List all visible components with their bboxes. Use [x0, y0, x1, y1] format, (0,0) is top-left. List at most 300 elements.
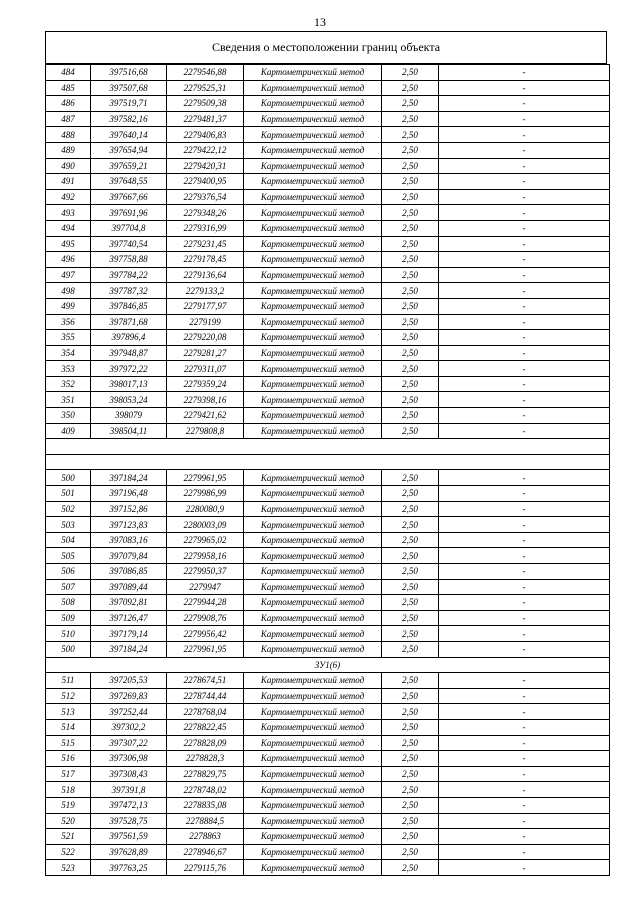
accuracy-cell: 2,50 — [382, 844, 439, 860]
accuracy-cell: 2,50 — [382, 673, 439, 689]
method-cell: Картометрический метод — [244, 408, 382, 424]
point-number-cell: 511 — [46, 673, 91, 689]
description-cell: - — [439, 797, 610, 813]
x-coordinate-cell: 397784,22 — [91, 267, 167, 283]
point-number-cell: 517 — [46, 766, 91, 782]
description-cell: - — [439, 283, 610, 299]
accuracy-cell: 2,50 — [382, 220, 439, 236]
accuracy-cell: 2,50 — [382, 860, 439, 876]
accuracy-cell: 2,50 — [382, 470, 439, 486]
accuracy-cell: 2,50 — [382, 252, 439, 268]
method-cell: Картометрический метод — [244, 610, 382, 626]
y-coordinate-cell: 2279133,2 — [167, 283, 244, 299]
x-coordinate-cell: 397391,8 — [91, 782, 167, 798]
point-number-cell: 493 — [46, 205, 91, 221]
accuracy-cell: 2,50 — [382, 127, 439, 143]
table-row — [46, 719, 610, 735]
accuracy-cell: 2,50 — [382, 189, 439, 205]
table-row — [46, 80, 610, 96]
description-cell: - — [439, 595, 610, 611]
accuracy-cell: 2,50 — [382, 626, 439, 642]
x-coordinate-cell: 397089,44 — [91, 579, 167, 595]
description-cell: - — [439, 626, 610, 642]
table-row — [46, 564, 610, 580]
point-number-cell: 350 — [46, 408, 91, 424]
x-coordinate-cell: 397184,24 — [91, 641, 167, 657]
table-row — [46, 829, 610, 845]
description-cell: - — [439, 517, 610, 533]
y-coordinate-cell: 2279115,76 — [167, 860, 244, 876]
description-cell: - — [439, 704, 610, 720]
accuracy-cell: 2,50 — [382, 766, 439, 782]
description-cell: - — [439, 189, 610, 205]
accuracy-cell: 2,50 — [382, 236, 439, 252]
table-row — [46, 283, 610, 299]
y-coordinate-cell: 2278828,3 — [167, 751, 244, 767]
table-row — [46, 673, 610, 689]
point-number-cell: 504 — [46, 532, 91, 548]
accuracy-cell: 2,50 — [382, 392, 439, 408]
table-row — [46, 423, 610, 439]
point-number-cell: 409 — [46, 423, 91, 439]
point-number-cell: 352 — [46, 376, 91, 392]
point-number-cell: 354 — [46, 345, 91, 361]
y-coordinate-cell: 2278822,45 — [167, 719, 244, 735]
method-cell: Картометрический метод — [244, 236, 382, 252]
boundary-table-frame — [45, 31, 607, 876]
table-row — [46, 189, 610, 205]
accuracy-cell: 2,50 — [382, 704, 439, 720]
table-row — [46, 236, 610, 252]
point-number-cell: 514 — [46, 719, 91, 735]
x-coordinate-cell: 397948,87 — [91, 345, 167, 361]
x-coordinate-cell: 397654,94 — [91, 142, 167, 158]
table-row — [46, 330, 610, 346]
method-cell: Картометрический метод — [244, 532, 382, 548]
accuracy-cell: 2,50 — [382, 829, 439, 845]
y-coordinate-cell: 2278828,09 — [167, 735, 244, 751]
x-coordinate-cell: 398504,11 — [91, 423, 167, 439]
y-coordinate-cell: 2280080,9 — [167, 501, 244, 517]
y-coordinate-cell: 2278744,44 — [167, 688, 244, 704]
point-number-cell: 487 — [46, 111, 91, 127]
table-row — [46, 142, 610, 158]
x-coordinate-cell: 398079 — [91, 408, 167, 424]
separator-cell — [46, 454, 610, 470]
description-cell: - — [439, 735, 610, 751]
method-cell: Картометрический метод — [244, 189, 382, 205]
accuracy-cell: 2,50 — [382, 283, 439, 299]
table-row — [46, 860, 610, 876]
point-number-cell: 503 — [46, 517, 91, 533]
method-cell: Картометрический метод — [244, 704, 382, 720]
table-row — [46, 688, 610, 704]
method-cell: Картометрический метод — [244, 361, 382, 377]
accuracy-cell: 2,50 — [382, 111, 439, 127]
point-number-cell: 489 — [46, 142, 91, 158]
point-number-cell: 519 — [46, 797, 91, 813]
table-row — [46, 345, 610, 361]
method-cell: Картометрический метод — [244, 252, 382, 268]
accuracy-cell: 2,50 — [382, 719, 439, 735]
y-coordinate-cell: 2279961,95 — [167, 470, 244, 486]
accuracy-cell: 2,50 — [382, 688, 439, 704]
method-cell: Картометрический метод — [244, 829, 382, 845]
y-coordinate-cell: 2279199 — [167, 314, 244, 330]
x-coordinate-cell: 397763,25 — [91, 860, 167, 876]
x-coordinate-cell: 397740,54 — [91, 236, 167, 252]
accuracy-cell: 2,50 — [382, 564, 439, 580]
x-coordinate-cell: 397196,48 — [91, 486, 167, 502]
y-coordinate-cell: 2279420,31 — [167, 158, 244, 174]
method-cell: Картометрический метод — [244, 142, 382, 158]
description-cell: - — [439, 96, 610, 112]
point-number-cell: 491 — [46, 174, 91, 190]
section-label: ЗУ1(6) — [46, 657, 610, 673]
method-cell: Картометрический метод — [244, 626, 382, 642]
description-cell: - — [439, 392, 610, 408]
method-cell: Картометрический метод — [244, 719, 382, 735]
method-cell: Картометрический метод — [244, 470, 382, 486]
point-number-cell: 351 — [46, 392, 91, 408]
point-number-cell: 522 — [46, 844, 91, 860]
accuracy-cell: 2,50 — [382, 548, 439, 564]
y-coordinate-cell: 2279348,26 — [167, 205, 244, 221]
point-number-cell: 499 — [46, 298, 91, 314]
method-cell: Картометрический метод — [244, 766, 382, 782]
x-coordinate-cell: 397561,59 — [91, 829, 167, 845]
method-cell: Картометрический метод — [244, 96, 382, 112]
method-cell: Картометрический метод — [244, 127, 382, 143]
y-coordinate-cell: 2279376,54 — [167, 189, 244, 205]
table-row — [46, 610, 610, 626]
description-cell: - — [439, 361, 610, 377]
x-coordinate-cell: 397123,83 — [91, 517, 167, 533]
x-coordinate-cell: 397306,98 — [91, 751, 167, 767]
table-row — [46, 111, 610, 127]
table-row — [46, 735, 610, 751]
accuracy-cell: 2,50 — [382, 751, 439, 767]
description-cell: - — [439, 564, 610, 580]
y-coordinate-cell: 2279281,27 — [167, 345, 244, 361]
y-coordinate-cell: 2279178,45 — [167, 252, 244, 268]
point-number-cell: 492 — [46, 189, 91, 205]
table-row — [46, 595, 610, 611]
y-coordinate-cell: 2279944,28 — [167, 595, 244, 611]
description-cell: - — [439, 782, 610, 798]
table-row — [46, 220, 610, 236]
point-number-cell: 521 — [46, 829, 91, 845]
x-coordinate-cell: 397871,68 — [91, 314, 167, 330]
table-row — [46, 797, 610, 813]
accuracy-cell: 2,50 — [382, 532, 439, 548]
method-cell: Картометрический метод — [244, 314, 382, 330]
table-row — [46, 751, 610, 767]
point-number-cell: 510 — [46, 626, 91, 642]
description-cell: - — [439, 174, 610, 190]
accuracy-cell: 2,50 — [382, 735, 439, 751]
table-row — [46, 548, 610, 564]
description-cell: - — [439, 501, 610, 517]
point-number-cell: 505 — [46, 548, 91, 564]
point-number-cell: 495 — [46, 236, 91, 252]
y-coordinate-cell: 2279398,16 — [167, 392, 244, 408]
y-coordinate-cell: 2278863 — [167, 829, 244, 845]
x-coordinate-cell: 397528,75 — [91, 813, 167, 829]
method-cell: Картометрический метод — [244, 751, 382, 767]
x-coordinate-cell: 397896,4 — [91, 330, 167, 346]
table-row — [46, 376, 610, 392]
accuracy-cell: 2,50 — [382, 486, 439, 502]
method-cell: Картометрический метод — [244, 345, 382, 361]
method-cell: Картометрический метод — [244, 65, 382, 81]
description-cell: - — [439, 65, 610, 81]
y-coordinate-cell: 2278768,04 — [167, 704, 244, 720]
y-coordinate-cell: 2279177,97 — [167, 298, 244, 314]
x-coordinate-cell: 397516,68 — [91, 65, 167, 81]
method-cell: Картометрический метод — [244, 205, 382, 221]
page-number: 13 — [314, 15, 326, 29]
table-row — [46, 408, 610, 424]
table-row — [46, 579, 610, 595]
table-row — [46, 392, 610, 408]
table-row — [46, 844, 610, 860]
y-coordinate-cell: 2280003,09 — [167, 517, 244, 533]
y-coordinate-cell: 2278674,51 — [167, 673, 244, 689]
description-cell: - — [439, 532, 610, 548]
description-cell: - — [439, 641, 610, 657]
description-cell: - — [439, 330, 610, 346]
accuracy-cell: 2,50 — [382, 314, 439, 330]
table-row — [46, 314, 610, 330]
point-number-cell: 507 — [46, 579, 91, 595]
accuracy-cell: 2,50 — [382, 501, 439, 517]
table-row — [46, 298, 610, 314]
accuracy-cell: 2,50 — [382, 267, 439, 283]
x-coordinate-cell: 397083,16 — [91, 532, 167, 548]
x-coordinate-cell: 397252,44 — [91, 704, 167, 720]
method-cell: Картометрический метод — [244, 283, 382, 299]
description-cell: - — [439, 844, 610, 860]
method-cell: Картометрический метод — [244, 111, 382, 127]
point-number-cell: 498 — [46, 283, 91, 299]
y-coordinate-cell: 2278884,5 — [167, 813, 244, 829]
accuracy-cell: 2,50 — [382, 610, 439, 626]
table-row — [46, 65, 610, 81]
coordinates-table — [45, 64, 610, 876]
accuracy-cell: 2,50 — [382, 408, 439, 424]
separator-row — [46, 439, 610, 455]
y-coordinate-cell: 2279965,02 — [167, 532, 244, 548]
table-row — [46, 626, 610, 642]
x-coordinate-cell: 397519,71 — [91, 96, 167, 112]
point-number-cell: 502 — [46, 501, 91, 517]
x-coordinate-cell: 397667,66 — [91, 189, 167, 205]
description-cell: - — [439, 610, 610, 626]
y-coordinate-cell: 2279400,95 — [167, 174, 244, 190]
point-number-cell: 515 — [46, 735, 91, 751]
point-number-cell: 494 — [46, 220, 91, 236]
point-number-cell: 486 — [46, 96, 91, 112]
accuracy-cell: 2,50 — [382, 376, 439, 392]
x-coordinate-cell: 397648,55 — [91, 174, 167, 190]
description-cell: - — [439, 142, 610, 158]
y-coordinate-cell: 2279359,24 — [167, 376, 244, 392]
x-coordinate-cell: 397092,81 — [91, 595, 167, 611]
x-coordinate-cell: 398017,13 — [91, 376, 167, 392]
y-coordinate-cell: 2279231,45 — [167, 236, 244, 252]
table-row — [46, 704, 610, 720]
x-coordinate-cell: 397086,85 — [91, 564, 167, 580]
table-row — [46, 501, 610, 517]
method-cell: Картометрический метод — [244, 735, 382, 751]
accuracy-cell: 2,50 — [382, 782, 439, 798]
point-number-cell: 485 — [46, 80, 91, 96]
method-cell: Картометрический метод — [244, 220, 382, 236]
y-coordinate-cell: 2279947 — [167, 579, 244, 595]
accuracy-cell: 2,50 — [382, 80, 439, 96]
method-cell: Картометрический метод — [244, 376, 382, 392]
table-row — [46, 205, 610, 221]
accuracy-cell: 2,50 — [382, 641, 439, 657]
x-coordinate-cell: 397507,68 — [91, 80, 167, 96]
x-coordinate-cell: 397472,13 — [91, 797, 167, 813]
x-coordinate-cell: 397659,21 — [91, 158, 167, 174]
description-cell: - — [439, 486, 610, 502]
point-number-cell: 501 — [46, 486, 91, 502]
point-number-cell: 506 — [46, 564, 91, 580]
method-cell: Картометрический метод — [244, 392, 382, 408]
method-cell: Картометрический метод — [244, 564, 382, 580]
y-coordinate-cell: 2279961,95 — [167, 641, 244, 657]
description-cell: - — [439, 766, 610, 782]
description-cell: - — [439, 673, 610, 689]
method-cell: Картометрический метод — [244, 579, 382, 595]
point-number-cell: 500 — [46, 470, 91, 486]
method-cell: Картометрический метод — [244, 595, 382, 611]
description-cell: - — [439, 751, 610, 767]
y-coordinate-cell: 2278946,67 — [167, 844, 244, 860]
accuracy-cell: 2,50 — [382, 142, 439, 158]
accuracy-cell: 2,50 — [382, 205, 439, 221]
method-cell: Картометрический метод — [244, 501, 382, 517]
x-coordinate-cell: 397846,85 — [91, 298, 167, 314]
description-cell: - — [439, 719, 610, 735]
x-coordinate-cell: 397126,47 — [91, 610, 167, 626]
accuracy-cell: 2,50 — [382, 65, 439, 81]
accuracy-cell: 2,50 — [382, 174, 439, 190]
y-coordinate-cell: 2278835,08 — [167, 797, 244, 813]
y-coordinate-cell: 2279525,31 — [167, 80, 244, 96]
description-cell: - — [439, 158, 610, 174]
x-coordinate-cell: 397179,14 — [91, 626, 167, 642]
point-number-cell: 516 — [46, 751, 91, 767]
x-coordinate-cell: 397628,89 — [91, 844, 167, 860]
description-cell: - — [439, 688, 610, 704]
x-coordinate-cell: 397691,96 — [91, 205, 167, 221]
accuracy-cell: 2,50 — [382, 423, 439, 439]
table-row — [46, 470, 610, 486]
table-row — [46, 267, 610, 283]
accuracy-cell: 2,50 — [382, 813, 439, 829]
x-coordinate-cell: 397787,32 — [91, 283, 167, 299]
table-row — [46, 252, 610, 268]
x-coordinate-cell: 397184,24 — [91, 470, 167, 486]
description-cell: - — [439, 111, 610, 127]
accuracy-cell: 2,50 — [382, 797, 439, 813]
y-coordinate-cell: 2279950,37 — [167, 564, 244, 580]
x-coordinate-cell: 398053,24 — [91, 392, 167, 408]
y-coordinate-cell: 2279311,07 — [167, 361, 244, 377]
method-cell: Картометрический метод — [244, 860, 382, 876]
description-cell: - — [439, 252, 610, 268]
y-coordinate-cell: 2279908,76 — [167, 610, 244, 626]
x-coordinate-cell: 397205,53 — [91, 673, 167, 689]
description-cell: - — [439, 298, 610, 314]
y-coordinate-cell: 2279509,38 — [167, 96, 244, 112]
accuracy-cell: 2,50 — [382, 345, 439, 361]
point-number-cell: 523 — [46, 860, 91, 876]
y-coordinate-cell: 2279808,8 — [167, 423, 244, 439]
y-coordinate-cell: 2279956,42 — [167, 626, 244, 642]
point-number-cell: 497 — [46, 267, 91, 283]
method-cell: Картометрический метод — [244, 844, 382, 860]
method-cell: Картометрический метод — [244, 517, 382, 533]
y-coordinate-cell: 2279481,37 — [167, 111, 244, 127]
method-cell: Картометрический метод — [244, 330, 382, 346]
description-cell: - — [439, 408, 610, 424]
table-row — [46, 813, 610, 829]
method-cell: Картометрический метод — [244, 673, 382, 689]
description-cell: - — [439, 80, 610, 96]
point-number-cell: 508 — [46, 595, 91, 611]
point-number-cell: 488 — [46, 127, 91, 143]
table-row — [46, 641, 610, 657]
point-number-cell: 496 — [46, 252, 91, 268]
table-row — [46, 174, 610, 190]
accuracy-cell: 2,50 — [382, 517, 439, 533]
coordinates-table-body — [46, 65, 610, 876]
description-cell: - — [439, 345, 610, 361]
y-coordinate-cell: 2279958,16 — [167, 548, 244, 564]
table-row — [46, 127, 610, 143]
method-cell: Картометрический метод — [244, 423, 382, 439]
x-coordinate-cell: 397758,88 — [91, 252, 167, 268]
description-cell: - — [439, 236, 610, 252]
accuracy-cell: 2,50 — [382, 361, 439, 377]
accuracy-cell: 2,50 — [382, 595, 439, 611]
method-cell: Картометрический метод — [244, 80, 382, 96]
y-coordinate-cell: 2279986,99 — [167, 486, 244, 502]
point-number-cell: 484 — [46, 65, 91, 81]
method-cell: Картометрический метод — [244, 797, 382, 813]
y-coordinate-cell: 2279422,12 — [167, 142, 244, 158]
accuracy-cell: 2,50 — [382, 298, 439, 314]
description-cell: - — [439, 813, 610, 829]
description-cell: - — [439, 548, 610, 564]
y-coordinate-cell: 2279220,08 — [167, 330, 244, 346]
description-cell: - — [439, 267, 610, 283]
x-coordinate-cell: 397972,22 — [91, 361, 167, 377]
section-row — [46, 657, 610, 673]
description-cell: - — [439, 423, 610, 439]
y-coordinate-cell: 2279316,99 — [167, 220, 244, 236]
description-cell: - — [439, 127, 610, 143]
point-number-cell: 512 — [46, 688, 91, 704]
table-row — [46, 766, 610, 782]
x-coordinate-cell: 397308,43 — [91, 766, 167, 782]
description-cell: - — [439, 376, 610, 392]
